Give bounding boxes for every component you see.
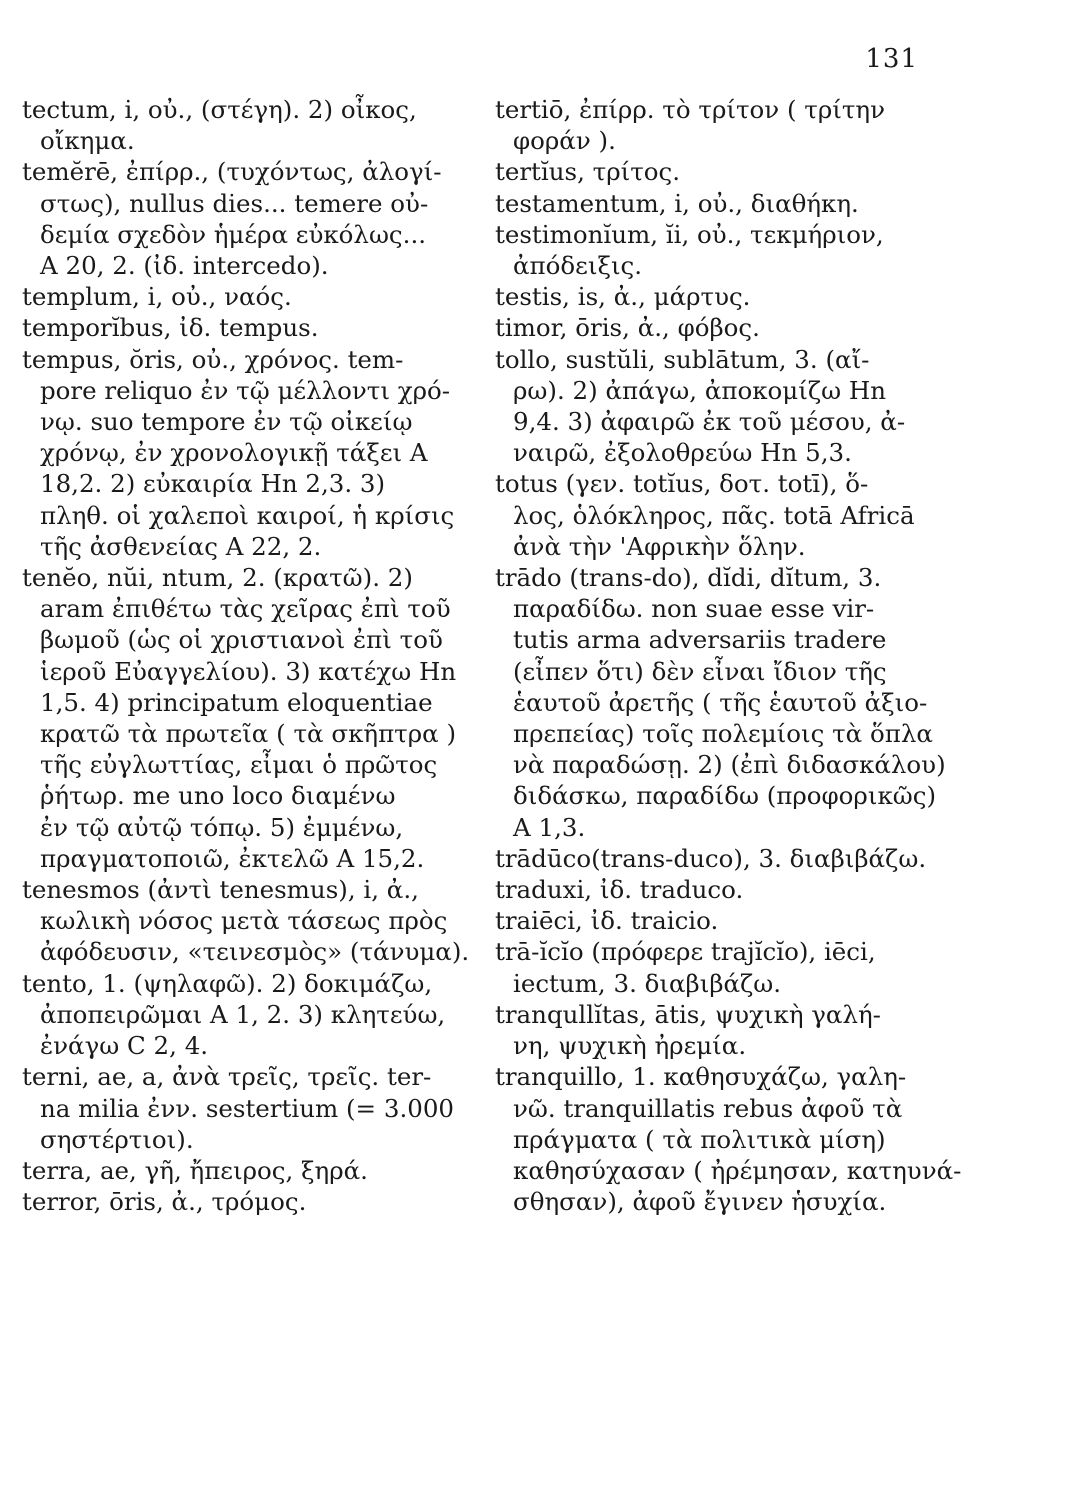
entry-line: templum, i, οὐ., ναός. — [22, 282, 292, 312]
entry-line: ἀφόδευσιν, «τεινεσμὸς» (τάνυμα). — [40, 937, 470, 967]
entry-line: φοράν ). — [513, 126, 616, 156]
entry-line: pore reliquo ἐν τῷ μέλλοντι χρό- — [40, 375, 451, 405]
entry-line: παραδίδω. non suae esse vir- — [513, 594, 875, 624]
entry-line: testamentum, i, οὐ., διαθήκη. — [495, 188, 859, 218]
dictionary-entry — [495, 94, 940, 156]
entry-line: tertĭus, τρίτος. — [495, 157, 681, 187]
entry-line: πρεπείας) τοῖς πολεμίοις τὰ ὅπλα — [513, 719, 933, 749]
dictionary-entry — [495, 874, 940, 905]
entry-line: iectum, 3. διαβιβάζω. — [513, 968, 782, 998]
dictionary-entry — [495, 219, 940, 281]
entry-line: tutis arma adversariis tradere — [513, 625, 887, 655]
dictionary-entry — [22, 1061, 455, 1155]
entry-line: ἀνὰ τὴν 'Αφρικὴν ὅλην. — [513, 531, 806, 561]
entry-line: na milia ἐνν. sestertium (= 3.000 — [40, 1093, 455, 1123]
entry-line: ἐνάγω C 2, 4. — [40, 1031, 209, 1061]
entry-line: terni, ae, a, ἀνὰ τρεῖς, τρεῖς. ter- — [22, 1062, 432, 1092]
entry-line: χρόνῳ, ἐν χρονολογικῇ τάξει A — [40, 438, 428, 468]
dictionary-entry — [22, 94, 452, 156]
entry-line: trādo (trans-do), dĭdi, dĭtum, 3. — [495, 563, 882, 593]
entry-line: 1,5. 4) principatum eloquentiae — [40, 687, 433, 717]
entry-line: νὰ παραδώσῃ. 2) (ἐπὶ διδασκάλου) — [513, 750, 946, 780]
entry-line: testis, is, ἀ., μάρτυς. — [495, 282, 751, 312]
entry-line: tempus, ŏris, οὐ., χρόνος. tem- — [22, 344, 404, 374]
entry-line: δεμία σχεδὸν ἡμέρα εὐκόλως... — [40, 219, 427, 249]
entry-line: terror, ōris, ἀ., τρόμος. — [22, 1187, 307, 1217]
left-column — [22, 94, 470, 1217]
entry-line: σθησαν), ἀφοῦ ἔγινεν ἡσυχία. — [513, 1187, 887, 1217]
entry-line: tectum, i, οὐ., (στέγη). 2) οἶκος, — [22, 95, 417, 124]
dictionary-entry — [22, 968, 452, 1062]
dictionary-entry — [495, 843, 940, 874]
entry-line: ρω). 2) ἀπάγω, ἀποκομίζω Hn — [513, 375, 887, 405]
entry-line: temĕrē, ἐπίρρ., (τυχόντως, ἀλογί- — [22, 157, 442, 187]
entry-line: λος, ὁλόκληρος, πᾶς. totā Africā — [513, 500, 915, 530]
entry-line: στως), nullus dies... temere οὐ- — [40, 188, 429, 218]
dictionary-entry — [22, 344, 455, 562]
entry-line: κρατῶ τὰ πρωτεῖα ( τὰ σκῆπτρα ) — [40, 719, 457, 749]
entry-line: temporĭbus, ἰδ. tempus. — [22, 313, 319, 343]
entry-line: totus (γεν. totĭus, δοτ. totī), ὅ- — [495, 469, 869, 499]
entry-line: ἀπόδειξις. — [513, 251, 643, 281]
entry-line: (εἶπεν ὅτι) δὲν εἶναι ἴδιον τῆς — [513, 656, 887, 686]
entry-line: tenesmos (ἀντὶ tenesmus), i, ἀ., — [22, 875, 419, 905]
dictionary-entry — [22, 156, 452, 281]
entry-line: traiēci, ἰδ. traicio. — [495, 906, 719, 936]
entry-line: ἑαυτοῦ ἀρετῆς ( τῆς ἑαυτοῦ ἀξιο- — [513, 687, 928, 717]
entry-line: πραγματοποιῶ, ἐκτελῶ A 15,2. — [40, 843, 425, 873]
entry-line: tento, 1. (ψηλαφῶ). 2) δοκιμάζω, — [22, 968, 433, 998]
entry-line: νη, ψυχικὴ ἠρεμία. — [513, 1031, 747, 1061]
entry-line: βωμοῦ (ὡς οἱ χριστιανοὶ ἐπὶ τοῦ — [40, 625, 443, 655]
dictionary-entry — [495, 936, 940, 998]
dictionary-entry — [22, 1155, 452, 1186]
dictionary-entry — [495, 468, 940, 562]
entry-line: tollo, sustŭli, sublātum, 3. (αἴ- — [495, 344, 870, 374]
entry-line: νῳ. suo tempore ἐν τῷ οἰκείῳ — [40, 407, 413, 437]
entry-line: τῆς εὐγλωττίας, εἶμαι ὁ πρῶτος — [40, 750, 438, 780]
entry-line: tranquillo, 1. καθησυχάζω, γαλη- — [495, 1062, 907, 1092]
entry-line: πράγματα ( τὰ πολιτικὰ μίση) — [513, 1124, 886, 1154]
entry-line: aram ἐπιθέτω τὰς χεῖρας ἐπὶ τοῦ — [40, 594, 451, 624]
dictionary-entry — [22, 281, 452, 312]
entry-line: 9,4. 3) ἀφαιρῶ ἐκ τοῦ μέσου, ἀ- — [513, 407, 906, 437]
entry-line: οἴκημα. — [40, 126, 135, 156]
dictionary-entry — [495, 999, 940, 1061]
entry-line: timor, ōris, ἀ., φόβος. — [495, 313, 760, 343]
entry-line: ἀποπειρῶμαι A 1, 2. 3) κλητεύω, — [40, 999, 446, 1029]
entry-line: σηστέρτιοι). — [40, 1124, 194, 1154]
entry-line: trādūco(trans-duco), 3. διαβιβάζω. — [495, 843, 927, 873]
entry-line: terra, ae, γῆ, ἤπειρος, ξηρά. — [22, 1155, 368, 1185]
dictionary-entry — [495, 312, 940, 343]
entry-line: A 20, 2. (ἰδ. intercedo). — [40, 251, 329, 281]
dictionary-entry — [22, 874, 470, 968]
entry-line: ἱεροῦ Εὐαγγελίου). 3) κατέχω Hn — [40, 656, 457, 686]
entry-line: ῥήτωρ. me uno loco διαμένω — [40, 781, 396, 811]
dictionary-entry — [495, 905, 940, 936]
dictionary-entry — [495, 562, 946, 843]
entry-line: καθησύχασαν ( ἠρέμησαν, κατηυνά- — [513, 1155, 962, 1185]
entry-line: 18,2. 2) εὐκαιρία Hn 2,3. 3) — [40, 469, 386, 499]
entry-line: trā-ĭcĭo (πρόφερε trajĭcĭo), iēci, — [495, 937, 876, 967]
entry-line: ναιρῶ, ἐξολοθρεύω Hn 5,3. — [513, 438, 852, 468]
entry-line: πληθ. οἱ χαλεποὶ καιροί, ἡ κρίσις — [40, 500, 455, 530]
entry-line: ἐν τῷ αὐτῷ τόπῳ. 5) ἐμμένω, — [40, 812, 404, 842]
dictionary-entry — [495, 281, 940, 312]
entry-line: traduxi, ἰδ. traduco. — [495, 875, 744, 905]
dictionary-entry — [495, 344, 940, 469]
dictionary-entry — [22, 1186, 452, 1217]
entry-line: tranqullĭtas, ātis, ψυχικὴ γαλή- — [495, 999, 881, 1029]
dictionary-entry — [495, 188, 940, 219]
dictionary-entry — [22, 312, 452, 343]
page-number: 131 — [865, 44, 918, 74]
right-column — [495, 94, 962, 1217]
entry-line: testimonĭum, ĭi, οὐ., τεκμήριον, — [495, 219, 884, 249]
entry-line: A 1,3. — [513, 812, 586, 842]
entry-line: tenĕo, nŭi, ntum, 2. (κρατῶ). 2) — [22, 563, 413, 593]
entry-line: tertiō, ἐπίρρ. τὸ τρίτον ( τρίτην — [495, 95, 885, 124]
entry-line: νῶ. tranquillatis rebus ἀφοῦ τὰ — [513, 1093, 903, 1123]
dictionary-entry — [495, 156, 940, 187]
entry-line: διδάσκω, παραδίδω (προφορικῶς) — [513, 781, 937, 811]
dictionary-entry — [22, 562, 457, 874]
dictionary-entry — [495, 1061, 962, 1217]
entry-line: κωλικὴ νόσος μετὰ τάσεως πρὸς — [40, 906, 448, 936]
entry-line: τῆς ἀσθενείας A 22, 2. — [40, 531, 322, 561]
